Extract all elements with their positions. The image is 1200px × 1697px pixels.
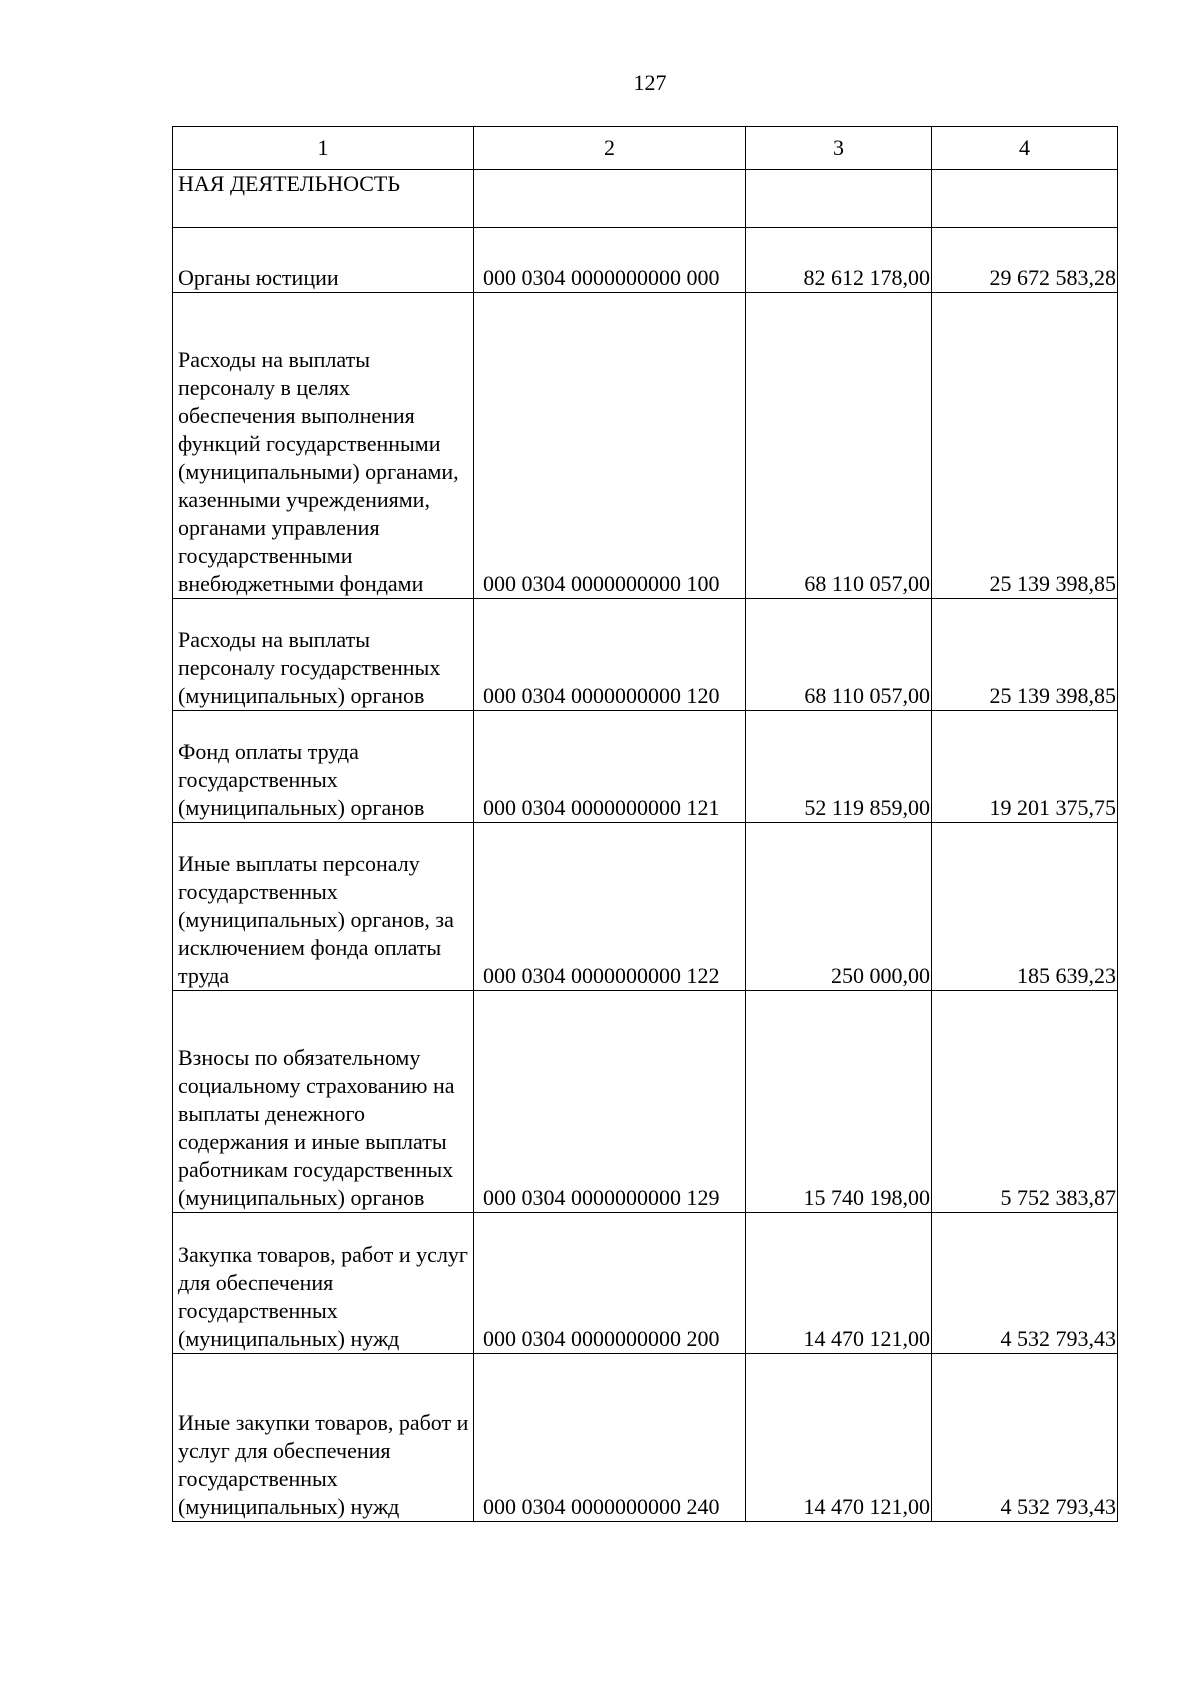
row-code: 000 0304 0000000000 000 [474,228,746,293]
table-row [173,1354,1118,1522]
table-header-row [173,127,1118,170]
row-code: 000 0304 0000000000 122 [474,823,746,991]
row-plan [746,170,932,228]
row-fact: 4 532 793,43 [932,1213,1118,1354]
header-cell-3: 3 [746,127,932,170]
row-fact: 25 139 398,85 [932,293,1118,599]
header-cell-2: 2 [474,127,746,170]
row-fact: 185 639,23 [932,823,1118,991]
row-code: 000 0304 0000000000 100 [474,293,746,599]
header-cell-4: 4 [932,127,1118,170]
row-code: 000 0304 0000000000 129 [474,991,746,1213]
table-row [173,170,1118,228]
row-fact: 29 672 583,28 [932,228,1118,293]
row-code [474,170,746,228]
row-fact: 25 139 398,85 [932,599,1118,711]
row-code: 000 0304 0000000000 200 [474,1213,746,1354]
row-plan: 52 119 859,00 [746,711,932,823]
row-plan: 14 470 121,00 [746,1354,932,1522]
row-code: 000 0304 0000000000 121 [474,711,746,823]
table-row [173,711,1118,823]
row-fact: 5 752 383,87 [932,991,1118,1213]
row-code: 000 0304 0000000000 120 [474,599,746,711]
row-name: Расходы на выплаты персоналу в целях обеспечения выполнения функций государственными (муниципальными) органами, казенными учреждениями, органами управления государственными внебюджетными фондами [173,293,474,599]
row-name: Органы юстиции [173,228,474,293]
row-plan: 68 110 057,00 [746,293,932,599]
row-name: Закупка товаров, работ и услуг для обеспечения государственных (муниципальных) нужд [173,1213,474,1354]
row-name: Иные выплаты персоналу государственных (муниципальных) органов, за исключением фонда оплаты труда [173,823,474,991]
row-plan: 82 612 178,00 [746,228,932,293]
row-code: 000 0304 0000000000 240 [474,1354,746,1522]
table-row [173,293,1118,599]
table-row [173,1213,1118,1354]
row-plan: 68 110 057,00 [746,599,932,711]
table-row [173,599,1118,711]
row-name: Иные закупки товаров, работ и услуг для обеспечения государственных (муниципальных) нужд [173,1354,474,1522]
header-cell-1: 1 [173,127,474,170]
row-fact: 19 201 375,75 [932,711,1118,823]
row-plan: 15 740 198,00 [746,991,932,1213]
row-name: Фонд оплаты труда государственных (муниципальных) органов [173,711,474,823]
table-row [173,823,1118,991]
row-fact [932,170,1118,228]
table-row [173,991,1118,1213]
row-plan: 14 470 121,00 [746,1213,932,1354]
budget-table [172,126,1118,1522]
row-fact: 4 532 793,43 [932,1354,1118,1522]
row-name: НАЯ ДЕЯТЕЛЬНОСТЬ [173,170,474,228]
row-plan: 250 000,00 [746,823,932,991]
row-name: Взносы по обязательному социальному страхованию на выплаты денежного содержания и иные выплаты работникам государственных (муниципальных) органов [173,991,474,1213]
table-row [173,228,1118,293]
row-name: Расходы на выплаты персоналу государственных (муниципальных) органов [173,599,474,711]
page-number: 127 [633,70,667,95]
